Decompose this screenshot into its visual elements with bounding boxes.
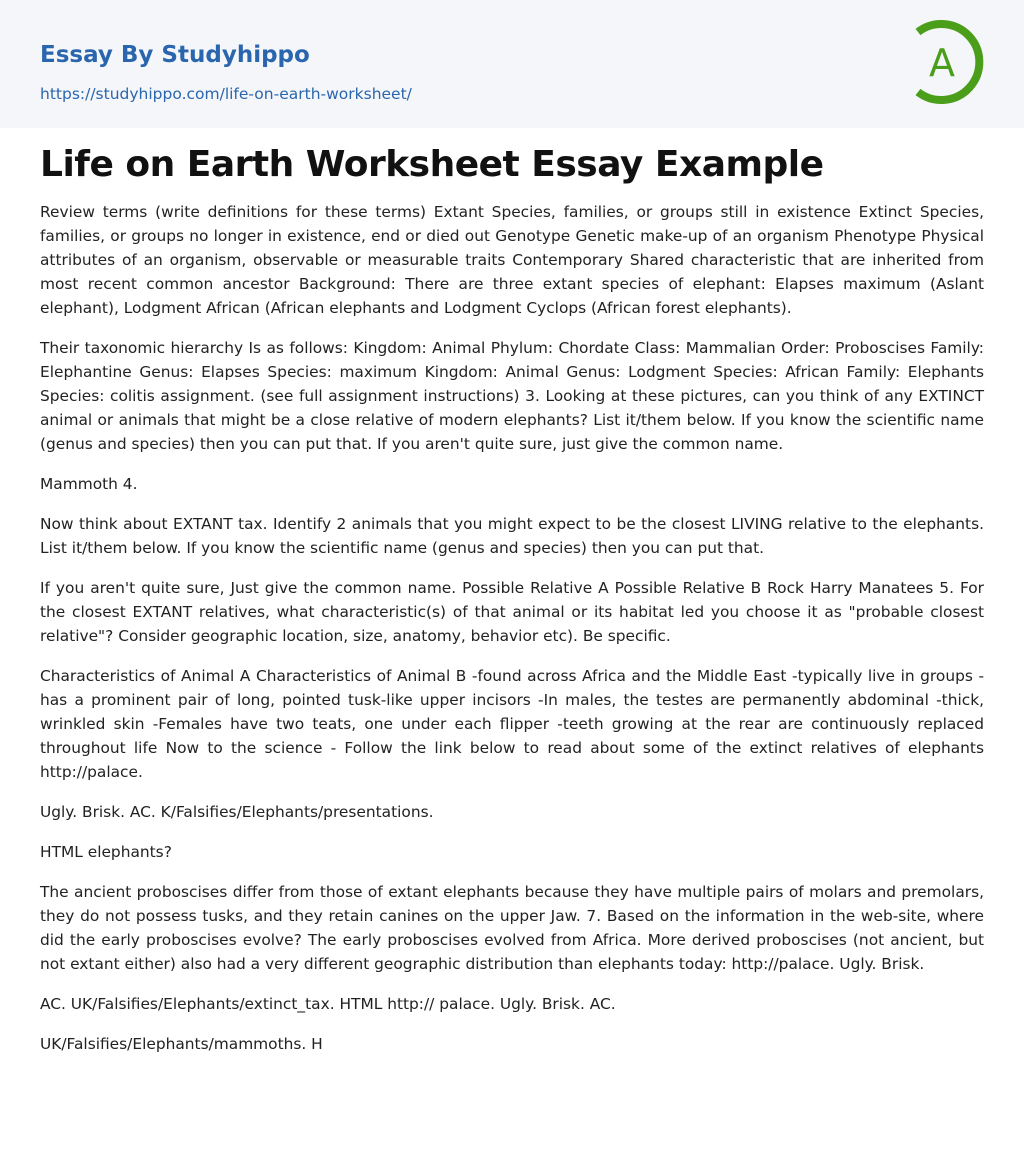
paragraph: UK/Falsifies/Elephants/mammoths. H	[40, 1035, 323, 1053]
logo-letter: A	[929, 41, 955, 85]
paragraph: Now think about EXTANT tax. Identify 2 animals that you might expect to be the closest LIVING relative to the elephants. List it/them below. If you know the scientific name (genus and species) then you can put that.	[40, 515, 984, 557]
essay-body	[40, 200, 984, 1072]
paragraph: If you aren't quite sure, Just give the common name. Possible Relative A Possible Relative B Rock Harry Manatees 5. For the closest EXTANT relatives, what characteristic(s) of that animal or its habitat led you choose it as "probable closest relative"? Consider geographic location, size, anatomy, behavior etc). Be specific.	[40, 579, 984, 645]
studyhippo-logo-icon[interactable]	[898, 16, 990, 108]
paragraph: Their taxonomic hierarchy Is as follows: Kingdom: Animal Phylum: Chordate Class: Mammalian Order: Proboscises Family: Elephantine Genus: Elapses Species: maximum Kingdom: Animal Genus: Lodgment Species: African Family: Elephants Species: colitis assignment. (see full assignment instructions) 3. Looking at these pictures, can you think of any EXTINCT animal or animals that might be a close relative of modern elephants? List it/them below. If you know the scientific name (genus and species) then you can put that. If you aren't quite sure, just give the common name.	[40, 339, 984, 453]
page-title: Life on Earth Worksheet Essay Example	[40, 144, 824, 185]
paragraph: HTML elephants?	[40, 843, 172, 861]
paragraph: AC. UK/Falsifies/Elephants/extinct_tax. HTML http:// palace. Ugly. Brisk. AC.	[40, 995, 616, 1013]
paragraph: Ugly. Brisk. AC. K/Falsifies/Elephants/presentations.	[40, 803, 434, 821]
paragraph: The ancient proboscises differ from those of extant elephants because they have multiple pairs of molars and premolars, they do not possess tusks, and they retain canines on the upper Jaw. 7. Based on the information in the web-site, where did the early proboscises evolve? The early proboscises evolved from Africa. More derived proboscises (not ancient, but not extant either) also had a very different geographic distribution than elephants today: http://palace. Ugly. Brisk.	[40, 883, 984, 973]
site-header	[0, 0, 1024, 128]
paragraph: Characteristics of Animal A Characteristics of Animal B -found across Africa and the Middle East -typically live in groups -has a prominent pair of long, pointed tusk-like upper incisors -In males, the testes are permanently abdominal -thick, wrinkled skin -Females have two teats, one under each flipper -teeth growing at the rear are continuously replaced throughout life Now to the science - Follow the link below to read about some of the extinct relatives of elephants http://palace.	[40, 667, 984, 781]
page-url-link[interactable]: https://studyhippo.com/life-on-earth-worksheet/	[40, 85, 412, 103]
paragraph: Mammoth 4.	[40, 475, 138, 493]
brand-title[interactable]: Essay By Studyhippo	[40, 42, 310, 68]
paragraph: Review terms (write definitions for these terms) Extant Species, families, or groups still in existence Extinct Species, families, or groups no longer in existence, end or died out Genotype Genetic make-up of an organism Phenotype Physical attributes of an organism, observable or measurable traits Contemporary Shared characteristic that are inherited from most recent common ancestor Background: There are three extant species of elephant: Elapses maximum (Aslant elephant), Lodgment African (African elephants and Lodgment Cyclops (African forest elephants).	[40, 203, 984, 317]
